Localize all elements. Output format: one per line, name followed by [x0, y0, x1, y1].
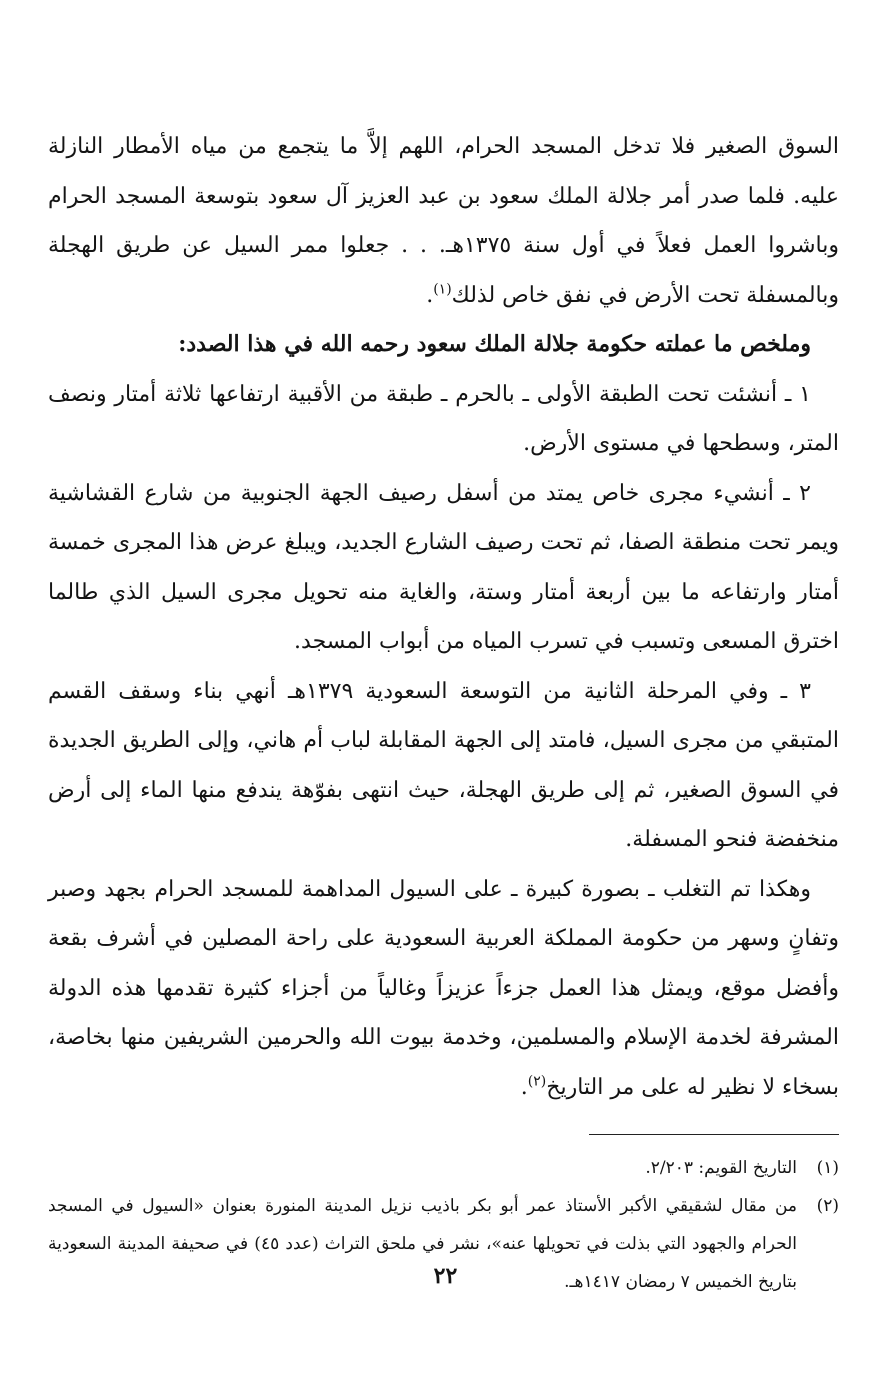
- list-item: ٢ ـ أنشيء مجرى خاص يمتد من أسفل رصيف الجهة الجنوبية من شارع القشاشية ويمر تحت منطقة الصفا، ثم تحت رصيف الشارع الجديد، ويبلغ عرض هذا المجرى خمسة أمتار وارتفاعه ما بين أربعة أمتار وستة، والغاية منه تحويل مجرى السيل الذي طالما اخترق المسعى وتسبب في تسرب المياه من أبواب المسجد.: [48, 480, 839, 654]
- paragraph-text: السوق الصغير فلا تدخل المسجد الحرام، اللهم إلاَّ ما يتجمع من مياه الأمطار النازلة عليه. فلما صدر أمر جلالة الملك سعود بن عبد العزيز آل سعود بتوسعة المسجد الحرام وباشروا العمل فعلاً في أول سنة ١٣٧٥هـ. . . جعلوا ممر السيل عن طريق الهجلة وبالمسفلة تحت الأرض في نفق خاص لذلك: [48, 134, 839, 308]
- footnote-text: من مقال لشقيقي الأكبر الأستاذ عمر أبو بكر باذيب نزيل المدينة المنورة بعنوان «السيول في المسجد الحرام والجهود التي بذلت في تحويلها عنه»، نشر في ملحق التراث (عدد ٤٥) في صحيفة المدينة السعودية بتاريخ الخميس ٧ رمضان ١٤١٧هـ.: [48, 1196, 797, 1292]
- footnote-text: التاريخ القويم: ٢/٢٠٣.: [645, 1158, 797, 1178]
- paragraph-text: وهكذا تم التغلب ـ بصورة كبيرة ـ على السيول المداهمة للمسجد الحرام بجهد وصبر وتفانٍ وسهر من حكومة المملكة العربية السعودية على راحة المصلين في أشرف بقعة وأفضل موقع، ويمثل هذا العمل جزءاً عزيزاً وغالياً من أجزاء كثيرة تقدمها هذه الدولة المشرفة لخدمة الإسلام والمسلمين، وخدمة بيوت الله والحرمين الشريفين منها بخاصة، بسخاء لا نظير له على مر التاريخ: [48, 876, 839, 1100]
- page-number: ٢٢: [433, 1263, 458, 1289]
- list-item: ٣ ـ وفي المرحلة الثانية من التوسعة السعودية ١٣٧٩هـ أنهي بناء وسقف القسم المتبقي من مجرى السيل، فامتد إلى الجهة المقابلة لباب أم هاني، وإلى الطريق الجديدة في السوق الصغير، ثم إلى طريق الهجلة، حيث انتهى بفوّهة يندفع منها الماء إلى أرض منخفضة فنحو المسفلة.: [48, 678, 839, 852]
- footnote-number: (١): [816, 1158, 839, 1178]
- footnote: [48, 1149, 839, 1187]
- paragraph: [48, 865, 839, 1113]
- paragraph: [48, 122, 839, 320]
- footnote-reference: (١): [433, 281, 452, 298]
- footnote-divider: [589, 1134, 839, 1135]
- section-heading: وملخص ما عملته حكومة جلالة الملك سعود رحمه الله في هذا الصدد:: [178, 331, 811, 357]
- footnote-reference: (٢): [527, 1073, 547, 1090]
- body-text: [48, 122, 839, 1112]
- list-item: ١ ـ أنشئت تحت الطبقة الأولى ـ بالحرم ـ طبقة من الأقبية ارتفاعها ثلاثة أمتار ونصف المتر، وسطحها في مستوى الأرض.: [48, 381, 839, 456]
- paragraph-end: .: [520, 1074, 528, 1100]
- paragraph-end: .: [426, 282, 434, 308]
- footnote-number: (٢): [816, 1196, 839, 1216]
